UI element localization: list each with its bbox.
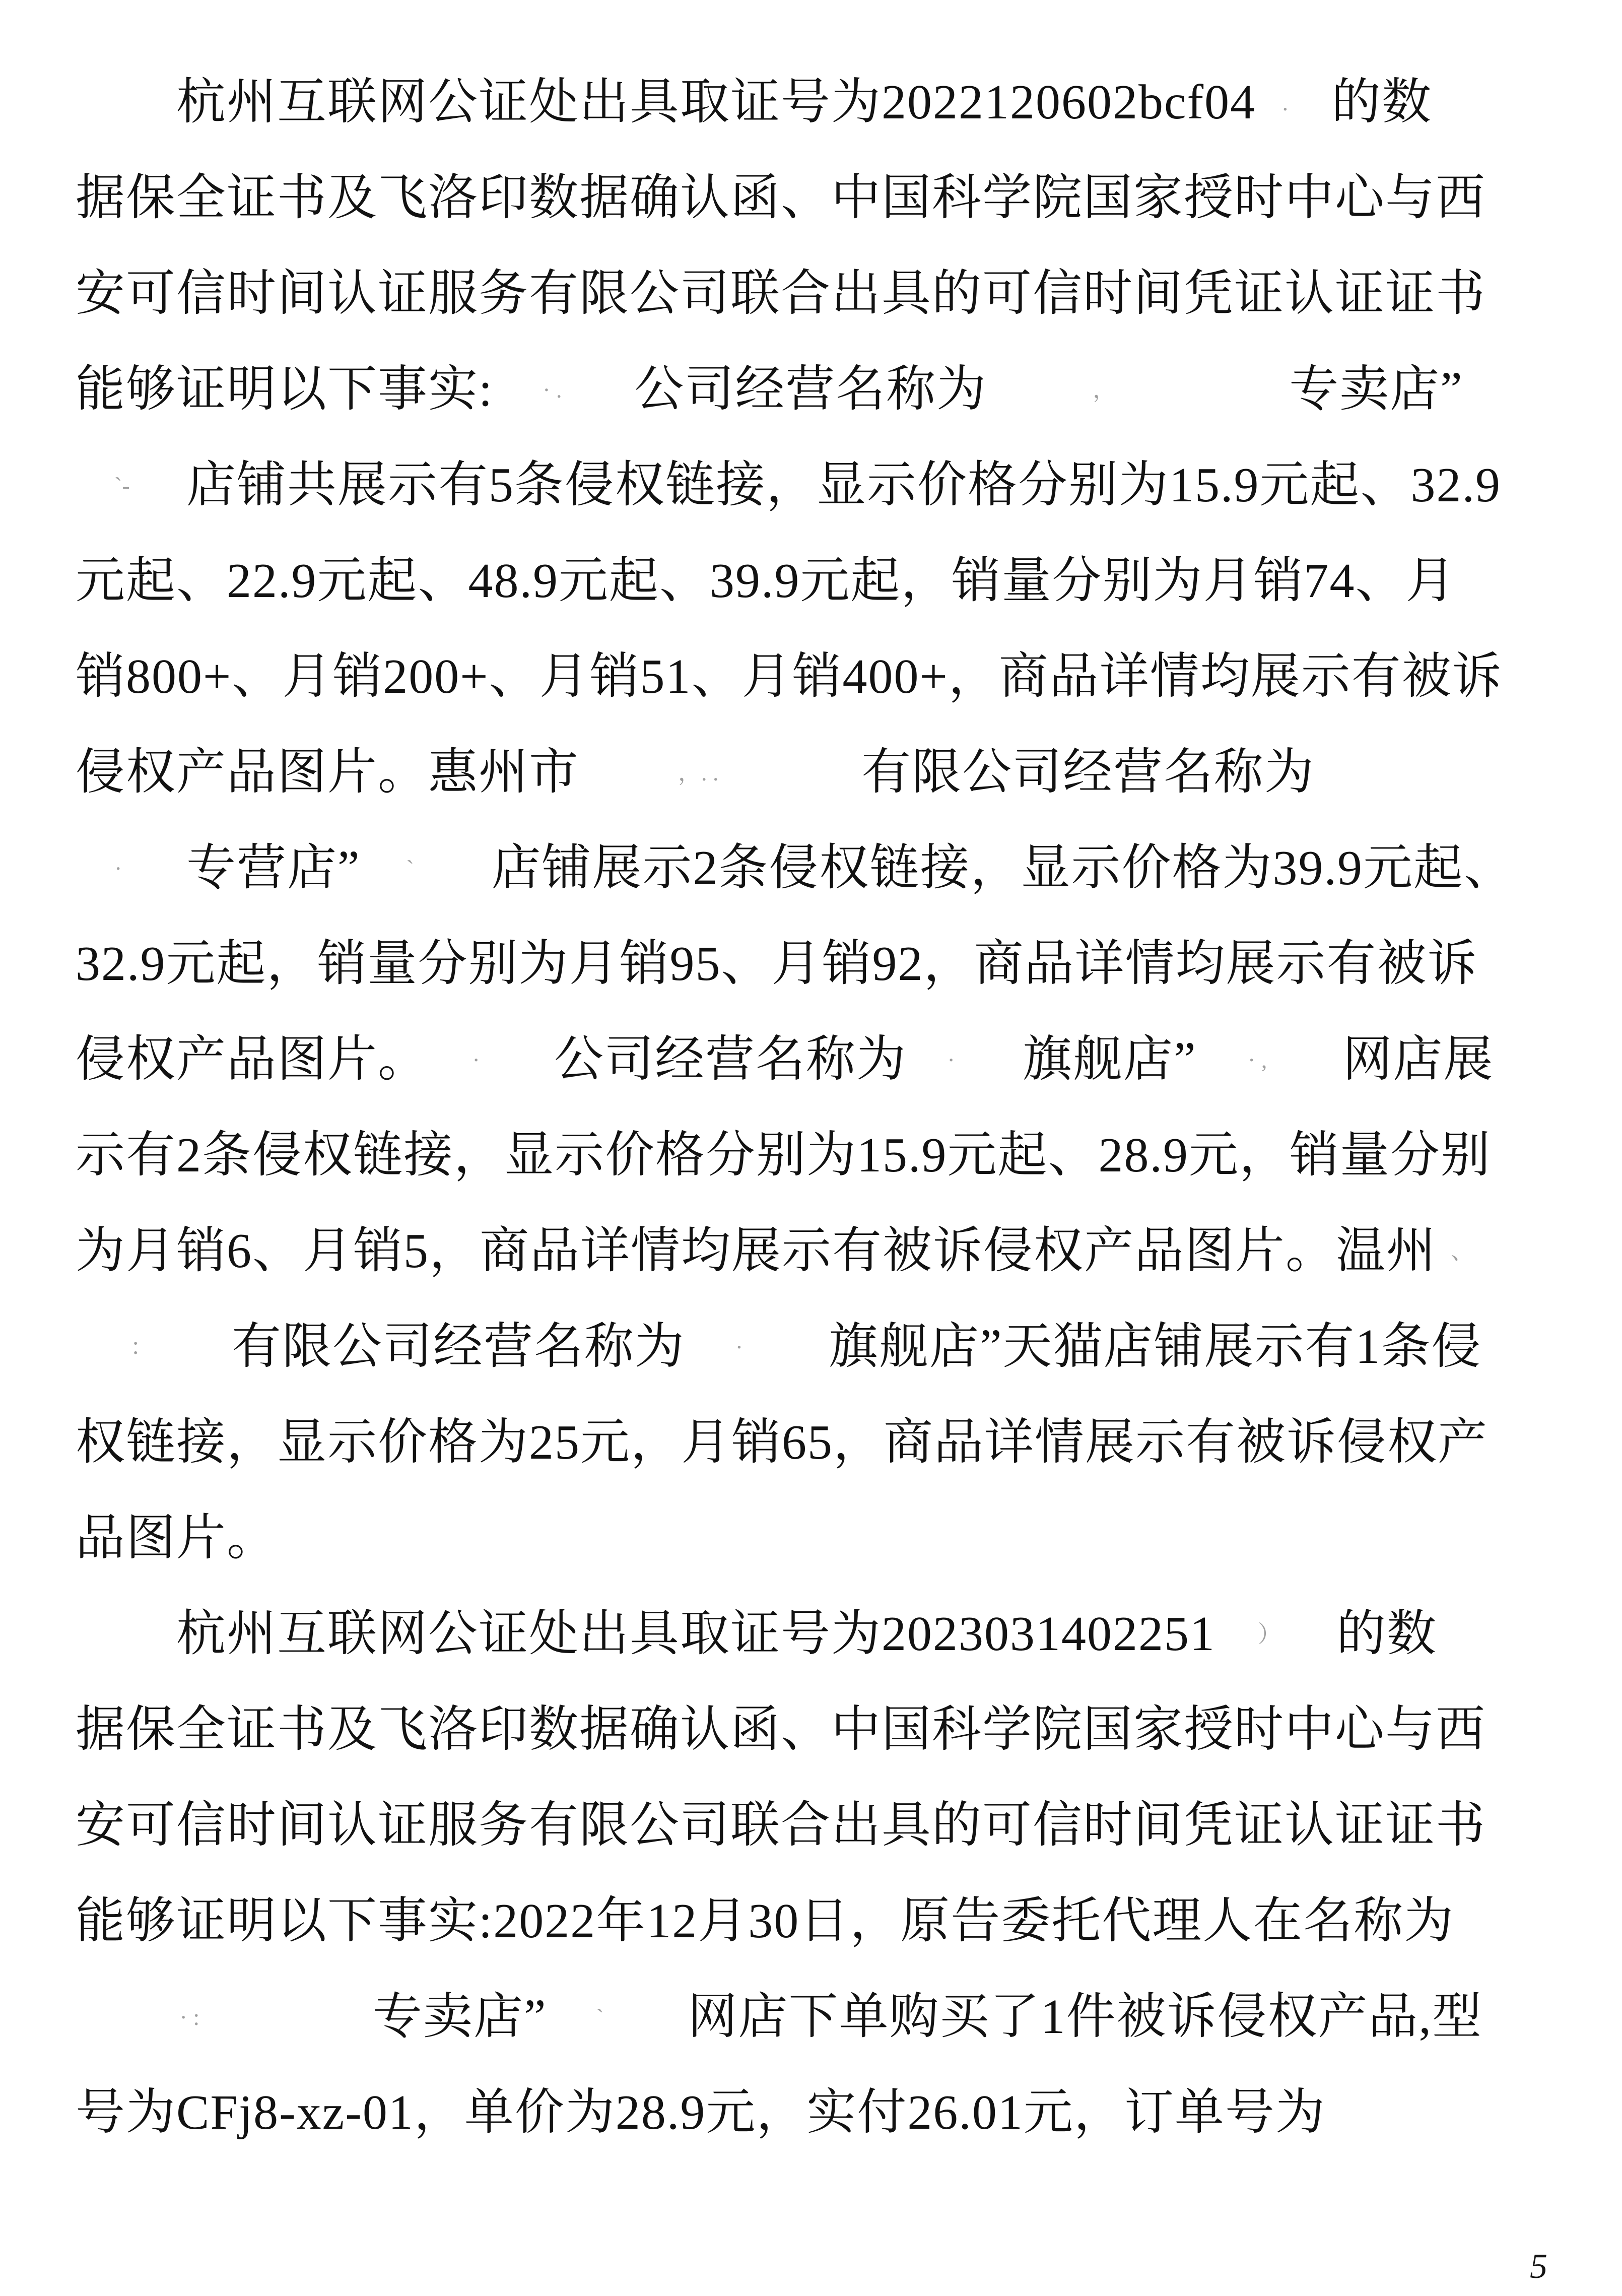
- text-segment: 公司经营名称为: [634, 362, 987, 417]
- text-line: [76, 246, 1577, 342]
- redaction-gap: [987, 377, 1289, 406]
- redaction-gap: [76, 2004, 373, 2033]
- redaction-gap: [1197, 1047, 1343, 1076]
- text-segment: 侵权产品图片。惠州市: [76, 745, 580, 800]
- text-line: [76, 916, 1577, 1012]
- text-segment: 权链接，显示价格为25元，月销65，商品详情展示有被诉侵权产: [76, 1415, 1489, 1470]
- text-segment: 为月销6、月销5，商品详情均展示有被诉侵权产品图片。温州: [76, 1224, 1437, 1278]
- text-line: [76, 54, 1577, 150]
- redaction-gap: [76, 473, 186, 501]
- text-segment: 元起、22.9元起、48.9元起、39.9元起，销量分别为月销74、月: [76, 554, 1456, 608]
- text-segment: 店铺展示2条侵权链接，显示价格为39.9元起、: [491, 841, 1515, 895]
- redaction-trace: ·: [472, 1047, 480, 1073]
- text-segment: 公司经营名称为: [554, 1032, 907, 1087]
- text-segment: 旗舰店”: [1023, 1032, 1197, 1087]
- redaction-trace: `-: [114, 473, 130, 498]
- redaction-trace: ，. .: [678, 760, 719, 785]
- text-segment: 专卖店”: [1289, 362, 1463, 417]
- text-segment: 据保全证书及飞洛印数据确认函、中国科学院国家授时中心与西: [76, 1702, 1486, 1757]
- redaction-gap: [579, 760, 861, 789]
- text-segment: 杭州互联网公证处出具取证号为2023031402251: [176, 1607, 1216, 1661]
- redaction-gap: [1215, 1621, 1336, 1650]
- redaction-gap: [685, 1334, 829, 1363]
- text-segment: 有限公司经营名称为: [861, 745, 1315, 800]
- text-segment: 杭州互联网公证处出具取证号为2022120602bcf04: [176, 75, 1256, 129]
- redaction-gap: [907, 1047, 1023, 1076]
- text-segment: 安可信时间认证服务有限公司联合出具的可信时间凭证认证证书: [76, 1798, 1486, 1853]
- text-line: [76, 1395, 1577, 1490]
- text-line: [76, 1873, 1577, 1969]
- redaction-trace: `: [596, 2004, 604, 2030]
- text-line: [76, 1107, 1577, 1203]
- text-segment: 示有2条侵权链接，显示价格分别为15.9元起、28.9元，销量分别: [76, 1128, 1492, 1183]
- redaction-trace: ·: [114, 856, 122, 881]
- text-segment: 销800+、月销200+、月销51、月销400+，商品详情均展示有被诉: [76, 649, 1503, 704]
- redaction-trace: · .: [543, 377, 562, 403]
- text-segment: 能够证明以下事实:2022年12月30日，原告委托代理人在名称为: [76, 1894, 1455, 1948]
- text-line: [76, 820, 1577, 916]
- text-line: [76, 150, 1577, 246]
- redaction-gap: [428, 1047, 554, 1076]
- text-line: [76, 1012, 1577, 1107]
- redaction-gap: [76, 856, 186, 884]
- text-line: [76, 629, 1577, 725]
- text-segment: 号为CFj8-xz-01，单价为28.9元，实付26.01元，订单号为: [76, 2085, 1326, 2140]
- redaction-trace: `: [406, 856, 414, 881]
- redaction-trace: .: [1282, 90, 1289, 115]
- text-segment: 店铺共展示有5条侵权链接，显示价格分别为15.9元起、32.9: [186, 458, 1502, 512]
- text-line: [76, 725, 1577, 820]
- text-segment: 能够证明以下事实:: [76, 362, 494, 417]
- redaction-trace: ，: [1093, 377, 1116, 403]
- redaction-gap: [76, 1334, 232, 1363]
- text-segment: 的数: [1336, 1607, 1438, 1661]
- text-segment: 安可信时间认证服务有限公司联合出具的可信时间凭证认证证书: [76, 267, 1486, 321]
- text-segment: 网店下单购买了1件被诉侵权产品,型: [688, 1990, 1483, 2044]
- redaction-trace: · :: [179, 2004, 200, 2030]
- text-line: [76, 437, 1577, 533]
- text-segment: 有限公司经营名称为: [232, 1320, 686, 1374]
- redaction-gap: [493, 377, 634, 406]
- redaction-gap: [1256, 90, 1331, 118]
- text-line: [76, 1778, 1577, 1873]
- text-segment: 专营店”: [186, 841, 361, 895]
- redaction-trace: · ,: [1248, 1047, 1267, 1073]
- redaction-gap: [1437, 1238, 1477, 1267]
- text-segment: 品图片。: [76, 1511, 278, 1565]
- text-line: [76, 533, 1577, 629]
- text-segment: 侵权产品图片。: [76, 1032, 429, 1087]
- text-segment: 专卖店”: [373, 1990, 547, 2044]
- text-line: [76, 1203, 1577, 1299]
- text-line: [76, 1682, 1577, 1778]
- redaction-gap: [547, 2004, 688, 2033]
- text-segment: 旗舰店”天猫店铺展示有1条侵: [829, 1320, 1482, 1374]
- redaction-trace: ：: [130, 1334, 154, 1360]
- text-line: [76, 1969, 1577, 2065]
- text-line: [76, 1490, 1577, 1586]
- page-number: 5: [1530, 2247, 1547, 2286]
- text-segment: 网店展: [1342, 1032, 1494, 1087]
- text-line: [76, 2065, 1577, 2160]
- text-line: [76, 342, 1577, 437]
- document-body-text: [76, 54, 1577, 2160]
- text-segment: 的数: [1331, 75, 1433, 129]
- text-segment: 32.9元起，销量分别为月销95、月销92，商品详情均展示有被诉: [76, 937, 1478, 991]
- text-line: [76, 1299, 1577, 1395]
- text-line: [76, 1586, 1577, 1682]
- redaction-trace: ）: [1258, 1621, 1281, 1647]
- redaction-trace: ·: [735, 1334, 744, 1360]
- text-segment: 据保全证书及飞洛印数据确认函、中国科学院国家授时中心与西: [76, 171, 1486, 225]
- redaction-gap: [361, 856, 492, 884]
- redaction-trace: ·: [947, 1047, 955, 1073]
- redaction-trace: 、: [1451, 1238, 1474, 1264]
